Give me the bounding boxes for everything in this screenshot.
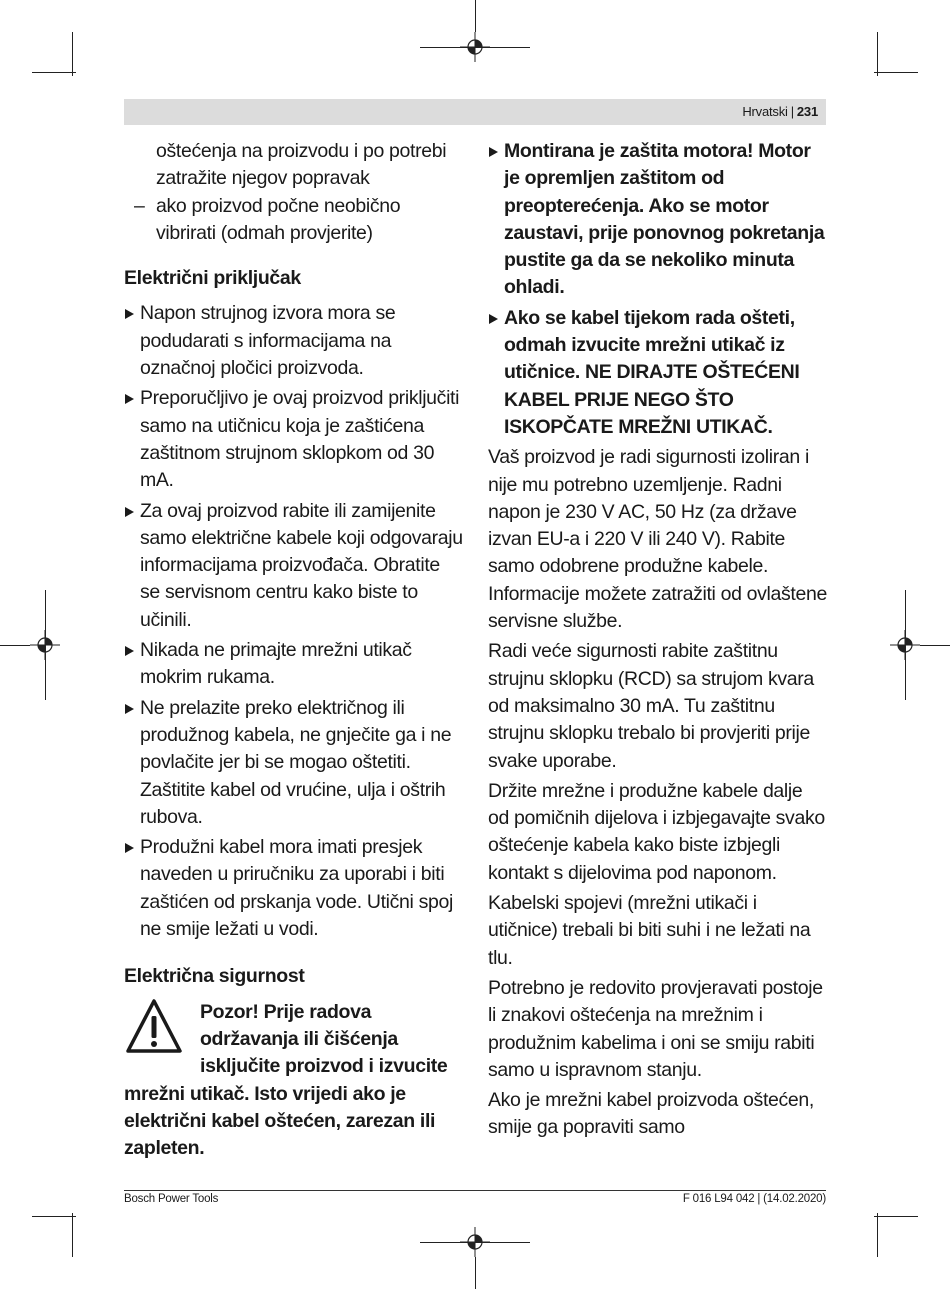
right-column [488,138,828,1145]
list-item [488,305,828,441]
list-item [124,300,464,382]
registration-line-bottom [475,1257,476,1289]
triangle-bullet-icon [125,309,134,319]
header-text [742,104,818,119]
header-separator: | [790,104,794,119]
list-item-text: Produžni kabel mora imati presjek naveden u priručniku za uporabi i biti zaštićen od prskanja vode. Utični spoj ne smije ležati u vodi. [140,836,453,941]
section-title-electrical-connection: Električni priključak [124,267,301,290]
dash-list-item [124,193,464,248]
triangle-bullet-icon [489,314,498,324]
list-item [124,695,464,831]
dash-item-text: ako proizvod počne neobično vibrirati (odmah provjerite) [156,194,401,244]
crop-mark-top-right-h [874,72,918,73]
footer-publisher: Bosch Power Tools [124,1193,219,1205]
registration-line-top-h [420,47,530,48]
continued-line: oštećenja na proizvodu i po potrebi zatražite njegov popravak [156,140,447,190]
paragraph: Radi veće sigurnosti rabite zaštitnu strujnu sklopku (RCD) sa strujom kvara od maksimalno 30 mA. Tu zaštitnu strujnu sklopku trebalo bi provjeriti prije svake uporabe. [488,640,814,772]
footer-doc-code: F 016 L94 042 | (14.02.2020) [682,1193,826,1205]
triangle-bullet-icon [125,507,134,517]
list-item-text: Preporučljivo je ovaj proizvod priključiti samo na utičnicu koja je zaštićena zaštitnom strujnom sklopkom od 30 mA. [140,387,460,492]
footer-rule [124,1190,826,1191]
registration-line-left-v [45,590,46,700]
list-item-text: Nikada ne primajte mrežni utikač mokrim rukama. [140,639,412,689]
crop-mark-bottom-right-v [877,1213,878,1257]
list-item-text: Za ovaj proizvod rabite ili zamijenite samo električne kabele koji odgovaraju informacijama proizvođača. Obratite se servisnom centru kako biste to učinili. [140,499,463,631]
crop-mark-bottom-right-h [874,1216,918,1217]
header-language: Hrvatski [742,104,788,119]
triangle-bullet-icon [125,843,134,853]
list-item-text: Montirana je zaštita motora! Motor je opremljen zaštitom od preopterećenja. Ako se motor zaustavi, prije ponovnog pokretanja pustite ga da se nekoliko minuta ohladi. [504,140,825,299]
crop-mark-bottom-left-v [72,1213,73,1257]
crop-mark-bottom-left-h [32,1216,76,1217]
registration-line-top [475,0,476,32]
section-title-electrical-safety: Električna sigurnost [124,965,305,988]
triangle-bullet-icon [125,646,134,656]
warning-triangle-icon [124,997,184,1055]
page-number: 231 [796,104,818,119]
list-item [124,637,464,692]
warning-block [124,999,464,1163]
triangle-bullet-icon [489,147,498,157]
list-item [124,834,464,943]
list-item-text: Ne prelazite preko električnog ili produžnog kabela, ne gnječite ga i ne povlačite jer bi se mogao oštetiti. Zaštitite kabel od vrućine, ulja i oštrih rubova. [140,696,452,828]
list-item [488,138,828,302]
dash-marker: – [134,194,145,217]
triangle-bullet-icon [125,394,134,404]
list-item [124,498,464,634]
left-column [124,138,464,1162]
crop-mark-top-left-v [72,32,73,76]
triangle-bullet-icon [125,704,134,714]
warning-text: Pozor! Prije radova održavanja ili čišćenja isključite proizvod i izvucite mrežni utikač. Isto vrijedi ako je električni kabel oštećen, zarezan ili zapleten. [124,1000,448,1160]
paragraph: Držite mrežne i produžne kabele dalje od pomičnih dijelova i izbjegavajte svako oštećenje kabela kako biste izbjegli kontakt s dijelovima pod naponom. [488,779,825,884]
crop-mark-top-left-h [32,72,76,73]
paragraph: Potrebno je redovito provjeravati postoje li znakovi oštećenja na mrežnim i produžnim kabelima i oni se smiju rabiti samo u ispravnom stanju. [488,976,823,1081]
page-header [124,99,826,125]
paragraph: Kabelski spojevi (mrežni utikači i utičnice) trebali bi biti suhi i ne ležati na tlu. [488,892,811,969]
list-item [124,385,464,494]
crop-mark-top-right-v [877,32,878,76]
registration-line-left [0,645,30,646]
registration-line-right-v [905,590,906,700]
registration-line-bottom-h [420,1242,530,1243]
registration-line-right [920,645,950,646]
list-item-text: Ako se kabel tijekom rada ošteti, odmah izvucite mrežni utikač iz utičnice. NE DIRAJTE OŠTEĆENI KABEL PRIJE NEGO ŠTO ISKOPČATE MREŽNI UTIKAČ. [504,306,800,438]
paragraph: Ako je mrežni kabel proizvoda oštećen, smije ga popraviti samo [488,1089,814,1139]
list-item-text: Napon strujnog izvora mora se podudarati s informacijama na označnoj pločici proizvoda. [140,302,396,380]
paragraph: Vaš proizvod je radi sigurnosti izoliran i nije mu potrebno uzemljenje. Radni napon je 230 V AC, 50 Hz (za države izvan EU-a i 220 V ili 240 V). Rabite samo odobrene produžne kabele. Informacije možete zatražiti od ovlaštene servisne službe. [488,446,827,633]
